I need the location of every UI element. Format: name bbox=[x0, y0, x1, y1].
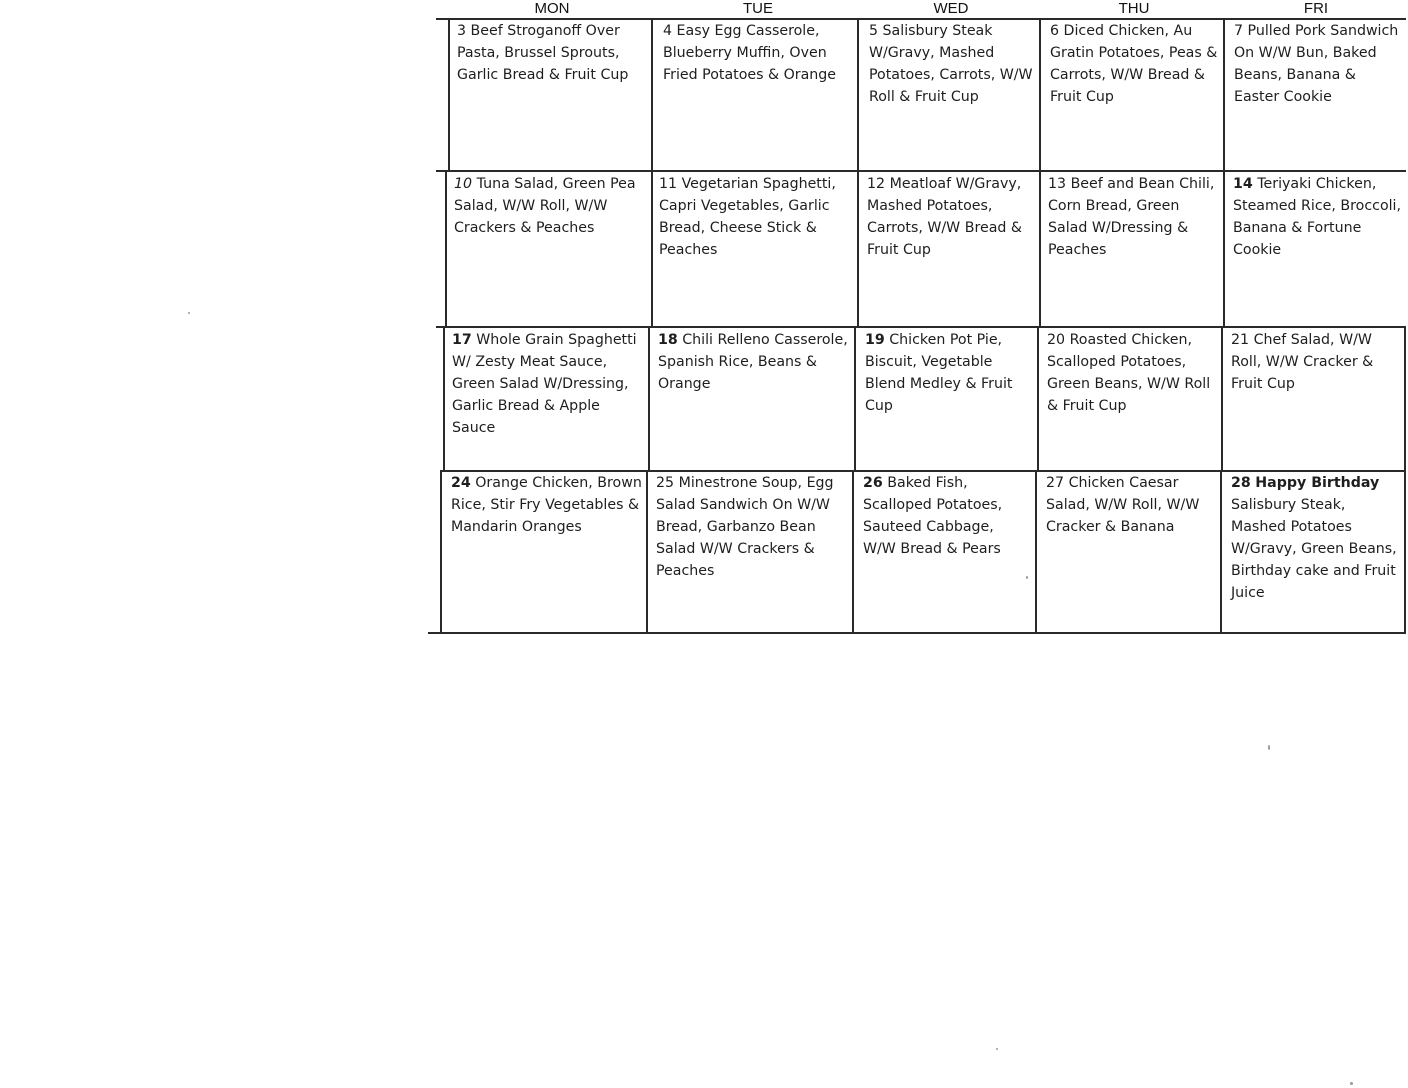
grid-line bbox=[648, 326, 650, 470]
menu-text: Chef Salad, W/W Roll, W/W Cracker & Fruit Cup bbox=[1231, 332, 1374, 392]
menu-cell-28 bbox=[1231, 472, 1401, 604]
menu-cell-27 bbox=[1046, 472, 1218, 538]
day-number: 19 bbox=[865, 332, 885, 348]
menu-cell-14 bbox=[1233, 173, 1403, 261]
menu-cell-11 bbox=[659, 173, 853, 261]
menu-text: Whole Grain Spaghetti W/ Zesty Meat Sauce, Green Salad W/Dressing, Garlic Bread & Apple Sauce bbox=[452, 332, 637, 436]
menu-cell-13 bbox=[1048, 173, 1220, 261]
menu-text: Orange Chicken, Brown Rice, Stir Fry Vegetables & Mandarin Oranges bbox=[451, 475, 642, 535]
day-number: 24 bbox=[451, 475, 471, 491]
grid-line bbox=[443, 326, 445, 470]
grid-line bbox=[1037, 326, 1039, 470]
menu-text: Salisbury Steak W/Gravy, Mashed Potatoes, Carrots, W/W Roll & Fruit Cup bbox=[869, 23, 1033, 105]
grid-line bbox=[651, 18, 653, 326]
day-number: 18 bbox=[658, 332, 678, 348]
birthday-lead: Happy Birthday bbox=[1255, 475, 1380, 491]
menu-cell-4 bbox=[663, 20, 851, 86]
day-number: 10 bbox=[454, 176, 473, 192]
menu-text: Chicken Pot Pie, Biscuit, Vegetable Blend Medley & Fruit Cup bbox=[865, 332, 1013, 414]
grid-line bbox=[1223, 18, 1225, 326]
header-tue: TUE bbox=[743, 0, 773, 17]
menu-cell-20 bbox=[1047, 329, 1217, 417]
day-number: 26 bbox=[863, 475, 883, 491]
grid-line bbox=[646, 470, 648, 634]
day-number: 11 bbox=[659, 176, 678, 192]
grid-line bbox=[1035, 470, 1037, 634]
grid-line bbox=[857, 18, 859, 326]
grid-line bbox=[445, 170, 447, 326]
menu-cell-6 bbox=[1050, 20, 1220, 108]
menu-text: Meatloaf W/Gravy, Mashed Potatoes, Carrots, W/W Bread & Fruit Cup bbox=[867, 176, 1022, 258]
header-fri: FRI bbox=[1303, 0, 1329, 17]
day-number: 28 bbox=[1231, 475, 1251, 491]
day-number: 13 bbox=[1048, 176, 1067, 192]
grid-line bbox=[448, 18, 450, 170]
day-number: 21 bbox=[1231, 332, 1250, 348]
menu-text: Pulled Pork Sandwich On W/W Bun, Baked Beans, Banana & Easter Cookie bbox=[1234, 23, 1399, 105]
day-number: 20 bbox=[1047, 332, 1066, 348]
grid-line bbox=[854, 326, 856, 470]
menu-text: Easy Egg Casserole, Blueberry Muffin, Oven Fried Potatoes & Orange bbox=[663, 23, 836, 83]
menu-cell-12 bbox=[867, 173, 1035, 261]
grid-line bbox=[1039, 18, 1041, 326]
header-thu: THU bbox=[1118, 0, 1150, 17]
header-mon: MON bbox=[534, 0, 570, 17]
menu-cell-24 bbox=[451, 472, 643, 538]
scan-speck bbox=[1350, 1082, 1353, 1085]
scan-speck bbox=[996, 1048, 998, 1050]
scan-speck bbox=[1026, 576, 1028, 579]
menu-text: Tuna Salad, Green Pea Salad, W/W Roll, W/W Crackers & Peaches bbox=[454, 176, 636, 236]
menu-cell-5 bbox=[869, 20, 1035, 108]
grid-line bbox=[1404, 326, 1406, 632]
grid-line bbox=[436, 326, 1406, 328]
menu-text: Chicken Caesar Salad, W/W Roll, W/W Cracker & Banana bbox=[1046, 475, 1200, 535]
grid-line bbox=[428, 632, 1406, 634]
grid-line bbox=[852, 470, 854, 634]
day-number: 7 bbox=[1234, 23, 1244, 39]
menu-cell-26 bbox=[863, 472, 1031, 560]
menu-text: Teriyaki Chicken, Steamed Rice, Broccoli, Banana & Fortune Cookie bbox=[1233, 176, 1402, 258]
menu-cell-25 bbox=[656, 472, 850, 582]
lunch-menu-calendar bbox=[440, 0, 1406, 634]
day-number: 25 bbox=[656, 475, 675, 491]
menu-text: Beef Stroganoff Over Pasta, Brussel Sprouts, Garlic Bread & Fruit Cup bbox=[457, 23, 629, 83]
menu-cell-19 bbox=[865, 329, 1035, 417]
menu-text: Vegetarian Spaghetti, Capri Vegetables, Garlic Bread, Cheese Stick & Peaches bbox=[659, 176, 836, 258]
day-number: 17 bbox=[452, 332, 472, 348]
day-number: 27 bbox=[1046, 475, 1065, 491]
menu-text: Beef and Bean Chili, Corn Bread, Green Salad W/Dressing & Peaches bbox=[1048, 176, 1215, 258]
grid-line bbox=[440, 470, 442, 634]
menu-cell-21 bbox=[1231, 329, 1401, 395]
menu-cell-3 bbox=[457, 20, 645, 86]
day-number: 3 bbox=[457, 23, 467, 39]
menu-cell-18 bbox=[658, 329, 850, 395]
day-number: 5 bbox=[869, 23, 879, 39]
menu-text: Roasted Chicken, Scalloped Potatoes, Green Beans, W/W Roll & Fruit Cup bbox=[1047, 332, 1211, 414]
day-number: 14 bbox=[1233, 176, 1253, 192]
grid-line bbox=[1220, 470, 1222, 634]
day-number: 12 bbox=[867, 176, 886, 192]
menu-text: Salisbury Steak, Mashed Potatoes W/Gravy, Green Beans, Birthday cake and Fruit Juice bbox=[1231, 497, 1397, 601]
scan-speck bbox=[1268, 745, 1270, 750]
grid-line bbox=[1221, 326, 1223, 470]
day-number: 6 bbox=[1050, 23, 1060, 39]
header-wed: WED bbox=[933, 0, 969, 17]
menu-cell-10 bbox=[454, 173, 646, 239]
grid-line bbox=[436, 170, 1406, 172]
menu-text: Chili Relleno Casserole, Spanish Rice, Beans & Orange bbox=[658, 332, 848, 392]
menu-text: Baked Fish, Scalloped Potatoes, Sauteed Cabbage, W/W Bread & Pears bbox=[863, 475, 1003, 557]
menu-cell-17 bbox=[452, 329, 646, 439]
day-number: 4 bbox=[663, 23, 673, 39]
scan-speck bbox=[188, 312, 190, 314]
menu-text: Diced Chicken, Au Gratin Potatoes, Peas & Carrots, W/W Bread & Fruit Cup bbox=[1050, 23, 1218, 105]
menu-cell-7 bbox=[1234, 20, 1400, 108]
menu-text: Minestrone Soup, Egg Salad Sandwich On W/W Bread, Garbanzo Bean Salad W/W Crackers & Peaches bbox=[656, 475, 834, 579]
